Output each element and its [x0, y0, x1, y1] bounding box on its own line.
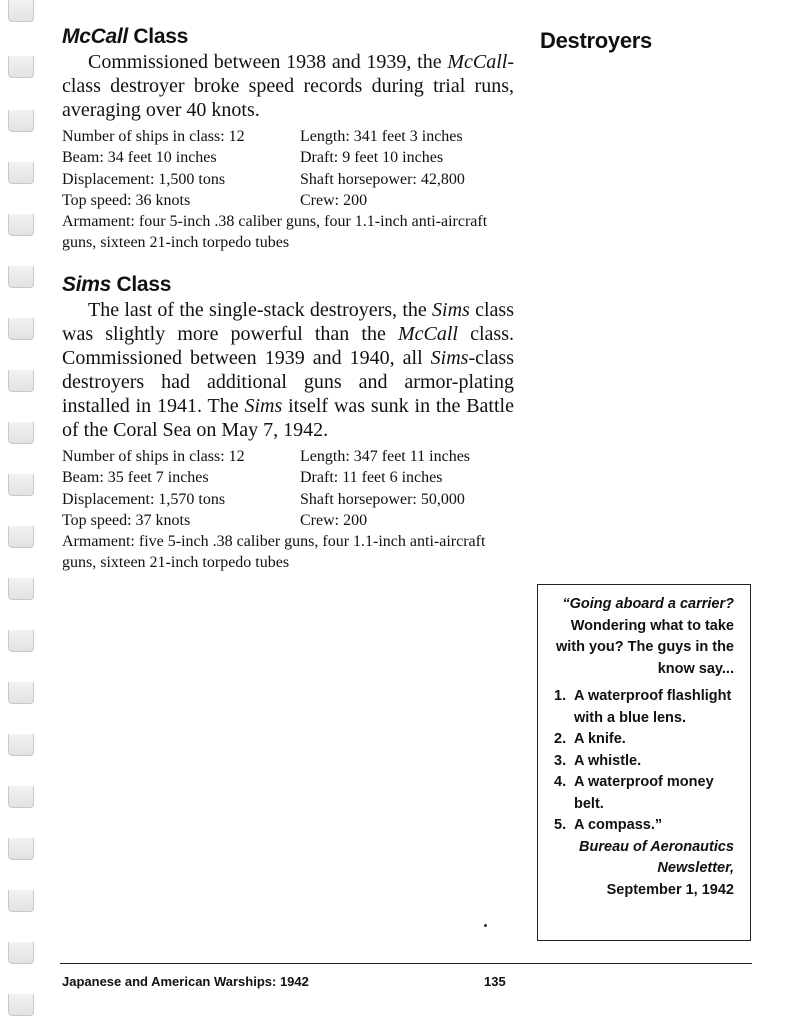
sims-heading-italic: Sims — [62, 273, 111, 296]
list-number: 4. — [554, 774, 567, 790]
binding-ring — [8, 734, 34, 756]
list-item — [554, 686, 734, 729]
text-run-italic: McCall — [397, 323, 458, 345]
binding-ring — [8, 630, 34, 652]
binding-ring — [8, 994, 34, 1016]
text-run: Commissioned between 1938 and 1939, the — [88, 51, 448, 73]
list-number: 3. — [554, 752, 567, 769]
mccall-section — [62, 24, 514, 254]
spec-horsepower: Shaft horsepower: 42,800 — [300, 170, 465, 188]
binding-ring — [8, 370, 34, 392]
binding-ring — [8, 0, 34, 22]
spec-crew: Crew: 200 — [300, 191, 368, 209]
page-number: 135 — [484, 974, 506, 989]
mccall-paragraph — [62, 50, 514, 122]
binding-ring — [8, 110, 34, 132]
spec-displacement: Displacement: 1,570 tons — [62, 490, 226, 508]
sidebar-list — [554, 686, 734, 837]
spec-armament: Armament: four 5-inch .38 caliber guns, four 1.1-inch anti-aircraft guns, sixteen 21-inch torpedo tubes — [62, 213, 488, 252]
spec-length: Length: 341 feet 3 inches — [300, 128, 463, 145]
sims-heading — [62, 272, 514, 298]
binding-ring — [8, 162, 34, 184]
text-run: The last of the single-stack destroyers, the — [88, 299, 433, 321]
sims-section — [62, 272, 514, 574]
list-item — [554, 772, 734, 815]
list-text: A waterproof money belt. — [574, 774, 714, 812]
list-text: A whistle. — [574, 752, 642, 769]
spec-horsepower: Shaft horsepower: 50,000 — [300, 490, 465, 508]
sims-heading-rest: Class — [111, 273, 172, 296]
list-number: 2. — [554, 731, 567, 747]
footer-rule — [60, 963, 752, 964]
sims-specs — [62, 446, 514, 574]
spiral-binding — [0, 0, 40, 1034]
list-item — [554, 729, 734, 751]
binding-ring — [8, 786, 34, 808]
source-date: September 1, 1942 — [606, 881, 734, 898]
spec-crew: Crew: 200 — [300, 511, 368, 529]
text-run: class. Commissioned between 1939 and 1940, all — [62, 323, 514, 369]
text-run-italic: Sims — [244, 395, 283, 417]
list-text: A waterproof flashlight with a blue lens. — [574, 688, 732, 726]
spec-speed: Top speed: 37 knots — [62, 511, 191, 529]
binding-ring — [8, 890, 34, 912]
spec-ships: Number of ships in class: 12 — [62, 128, 245, 145]
mccall-specs — [62, 126, 514, 254]
list-number: 5. — [554, 817, 567, 833]
text-run: -class destroyers had additional guns and armor-plating installed in 1941. The — [62, 347, 514, 417]
footer-book-title: Japanese and American Warships: 1942 — [62, 974, 309, 989]
text-run-italic: Sims — [432, 299, 470, 321]
binding-ring — [8, 56, 34, 78]
spec-ships: Number of ships in class: 12 — [62, 448, 245, 465]
quote-sidebar — [537, 584, 751, 941]
sims-paragraph — [62, 298, 514, 442]
mccall-heading-rest: Class — [127, 25, 188, 48]
binding-ring — [8, 578, 34, 600]
binding-ring — [8, 682, 34, 704]
binding-ring — [8, 422, 34, 444]
spec-beam: Beam: 35 feet 7 inches — [62, 469, 209, 487]
binding-ring — [8, 474, 34, 496]
section-title: Destroyers — [540, 28, 652, 53]
binding-ring — [8, 214, 34, 236]
stray-dot — [484, 924, 487, 927]
spec-beam: Beam: 34 feet 10 inches — [62, 149, 217, 167]
text-run: itself was sunk in the Battle of the Coral Sea on May 7, 1942. — [62, 395, 514, 441]
list-item — [554, 751, 734, 773]
sidebar-intro — [554, 594, 734, 680]
text-run-italic: McCall — [447, 51, 508, 73]
list-text: A compass.” — [574, 817, 663, 833]
spec-displacement: Displacement: 1,500 tons — [62, 170, 226, 188]
source-publication: Bureau of Aeronautics Newsletter, — [579, 838, 734, 876]
sidebar-source — [554, 837, 734, 902]
binding-ring — [8, 838, 34, 860]
list-text: A knife. — [574, 731, 626, 747]
sidebar-intro-rest: Wondering what to take with you? The guys in the know say... — [555, 617, 734, 677]
spec-draft: Draft: 11 feet 6 inches — [300, 469, 443, 487]
text-run: class was slightly more powerful than the — [62, 299, 514, 345]
binding-ring — [8, 526, 34, 548]
list-item — [554, 815, 734, 837]
text-run: -class destroyer broke speed records during trial runs, averaging over 40 knots. — [62, 51, 514, 121]
binding-ring — [8, 266, 34, 288]
binding-ring — [8, 942, 34, 964]
binding-ring — [8, 318, 34, 340]
spec-armament: Armament: five 5-inch .38 caliber guns, four 1.1-inch anti-aircraft guns, sixteen 21-inch torpedo tubes — [62, 533, 486, 572]
sidebar-intro-italic: “Going aboard a carrier? — [562, 596, 734, 612]
spec-draft: Draft: 9 feet 10 inches — [300, 149, 444, 167]
spec-length: Length: 347 feet 11 inches — [300, 448, 471, 465]
spec-speed: Top speed: 36 knots — [62, 191, 191, 209]
mccall-heading — [62, 24, 514, 50]
list-number: 1. — [554, 688, 567, 704]
text-run-italic: Sims — [430, 347, 469, 369]
mccall-heading-italic: McCall — [62, 25, 128, 48]
